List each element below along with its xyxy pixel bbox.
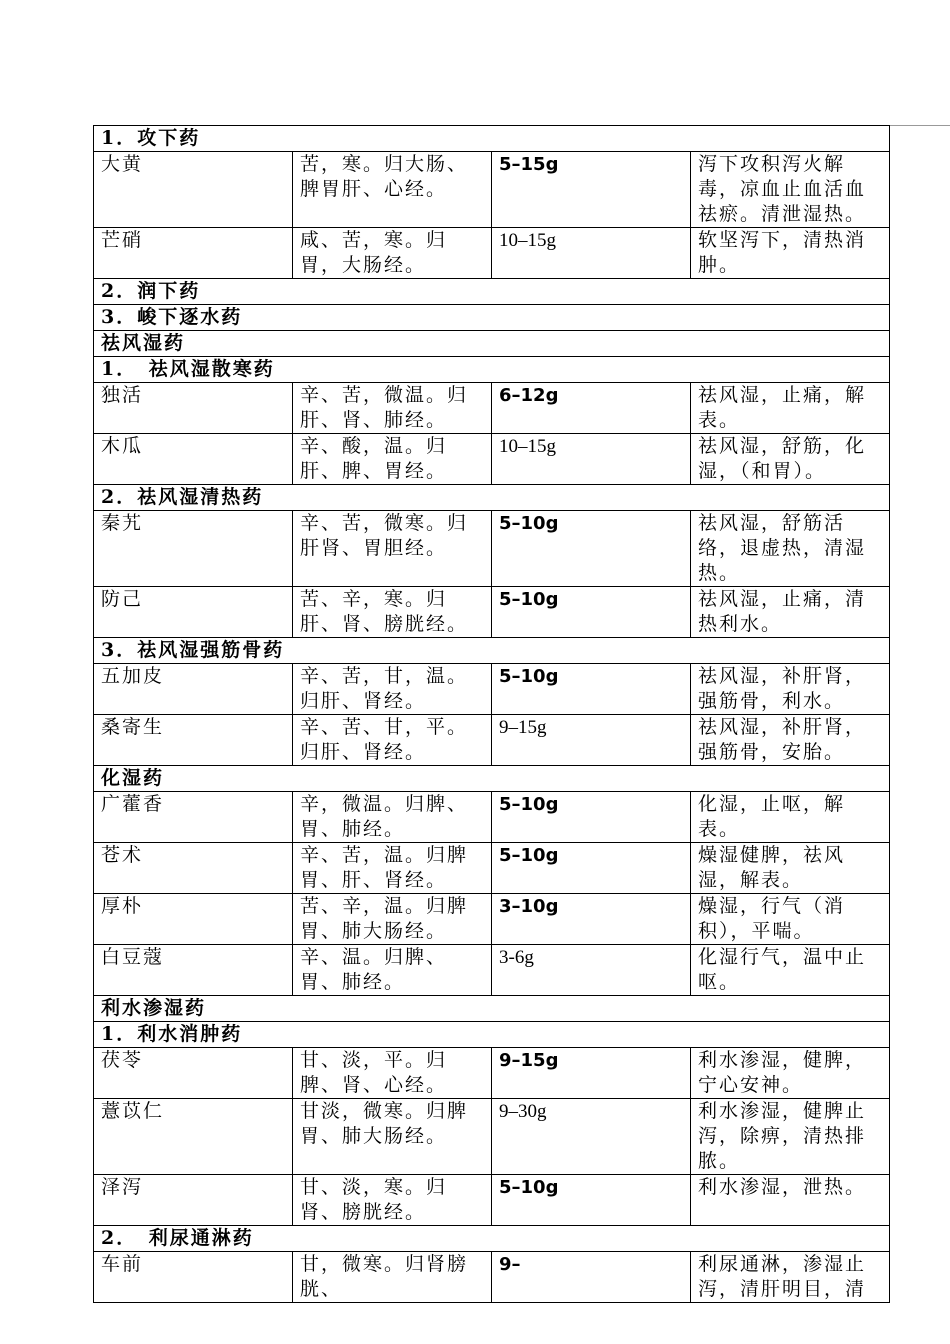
drug-property: 辛、苦，甘，温。归肝、肾经。 — [293, 664, 492, 715]
drug-row — [94, 383, 890, 434]
drug-effect: 利水渗湿，健脾止泻，除痹，清热排脓。 — [691, 1099, 890, 1175]
drug-effect: 泻下攻积泻火解毒，凉血止血活血祛瘀。清泄湿热。 — [691, 152, 890, 228]
section-header: 2．祛风湿清热药 — [94, 485, 890, 511]
drug-name: 白豆蔻 — [94, 945, 293, 996]
section-header: 1． 祛风湿散寒药 — [94, 357, 890, 383]
page-edge-line — [890, 125, 950, 126]
drug-dose: 5–10g — [492, 511, 691, 587]
drug-dose: 9– — [492, 1252, 691, 1303]
drug-row — [94, 894, 890, 945]
drug-row — [94, 843, 890, 894]
section-header-row — [94, 331, 890, 357]
section-header-row — [94, 996, 890, 1022]
drug-name: 五加皮 — [94, 664, 293, 715]
drug-effect: 利水渗湿，健脾，宁心安神。 — [691, 1048, 890, 1099]
drug-dose: 3-6g — [492, 945, 691, 996]
section-header: 3．峻下逐水药 — [94, 305, 890, 331]
drug-property: 苦、辛，寒。归肝、肾、膀胱经。 — [293, 587, 492, 638]
drug-effect: 燥湿健脾，祛风湿，解表。 — [691, 843, 890, 894]
drug-dose: 3–10g — [492, 894, 691, 945]
herb-table-body — [94, 126, 890, 1303]
section-header-row — [94, 766, 890, 792]
section-header: 1．攻下药 — [94, 126, 890, 152]
drug-effect: 化湿，止呕，解表。 — [691, 792, 890, 843]
drug-dose: 5–10g — [492, 1175, 691, 1226]
section-header-row — [94, 1226, 890, 1252]
drug-row — [94, 1048, 890, 1099]
drug-dose: 9–15g — [492, 715, 691, 766]
drug-property: 辛、温。归脾、胃、肺经。 — [293, 945, 492, 996]
drug-effect: 利水渗湿，泄热。 — [691, 1175, 890, 1226]
drug-dose: 5–10g — [492, 587, 691, 638]
drug-property: 苦，寒。归大肠、脾胃肝、心经。 — [293, 152, 492, 228]
section-header: 1．利水消肿药 — [94, 1022, 890, 1048]
drug-property: 辛、苦、甘，平。归肝、肾经。 — [293, 715, 492, 766]
drug-name: 薏苡仁 — [94, 1099, 293, 1175]
drug-row — [94, 511, 890, 587]
drug-effect: 软坚泻下，清热消肿。 — [691, 228, 890, 279]
drug-dose: 5–10g — [492, 843, 691, 894]
drug-dose: 9–15g — [492, 1048, 691, 1099]
drug-effect: 燥湿，行气（消积），平喘。 — [691, 894, 890, 945]
drug-row — [94, 945, 890, 996]
drug-effect: 祛风湿，止痛，清热利水。 — [691, 587, 890, 638]
drug-name: 芒硝 — [94, 228, 293, 279]
drug-property: 甘、淡，寒。归肾、膀胱经。 — [293, 1175, 492, 1226]
drug-property: 辛、酸，温。归肝、脾、胃经。 — [293, 434, 492, 485]
drug-effect: 祛风湿，补肝肾，强筋骨，利水。 — [691, 664, 890, 715]
drug-property: 甘淡，微寒。归脾胃、肺大肠经。 — [293, 1099, 492, 1175]
drug-row — [94, 715, 890, 766]
drug-row — [94, 664, 890, 715]
section-header-row — [94, 305, 890, 331]
section-header-row — [94, 638, 890, 664]
drug-property: 甘、淡，平。归脾、肾、心经。 — [293, 1048, 492, 1099]
drug-effect: 祛风湿，舒筋，化湿，（和胃）。 — [691, 434, 890, 485]
drug-name: 厚朴 — [94, 894, 293, 945]
drug-dose: 6–12g — [492, 383, 691, 434]
drug-name: 大黄 — [94, 152, 293, 228]
drug-dose: 5–10g — [492, 792, 691, 843]
drug-row — [94, 1252, 890, 1303]
section-header-row — [94, 126, 890, 152]
section-header-row — [94, 357, 890, 383]
drug-effect: 利尿通淋，渗湿止泻，清肝明目，清 — [691, 1252, 890, 1303]
drug-effect: 祛风湿，止痛，解表。 — [691, 383, 890, 434]
herb-table — [93, 125, 890, 1303]
drug-name: 苍术 — [94, 843, 293, 894]
drug-property: 辛、苦，微温。归肝、肾、肺经。 — [293, 383, 492, 434]
drug-property: 辛、苦，微寒。归肝肾、胃胆经。 — [293, 511, 492, 587]
drug-name: 木瓜 — [94, 434, 293, 485]
section-header: 化湿药 — [94, 766, 890, 792]
drug-name: 广藿香 — [94, 792, 293, 843]
section-header: 2． 利尿通淋药 — [94, 1226, 890, 1252]
drug-name: 独活 — [94, 383, 293, 434]
drug-row — [94, 152, 890, 228]
section-header: 利水渗湿药 — [94, 996, 890, 1022]
drug-effect: 化湿行气，温中止呕。 — [691, 945, 890, 996]
drug-row — [94, 792, 890, 843]
section-header-row — [94, 279, 890, 305]
drug-property: 苦、辛，温。归脾胃、肺大肠经。 — [293, 894, 492, 945]
drug-name: 车前 — [94, 1252, 293, 1303]
drug-name: 防己 — [94, 587, 293, 638]
drug-name: 桑寄生 — [94, 715, 293, 766]
drug-row — [94, 434, 890, 485]
section-header: 2．润下药 — [94, 279, 890, 305]
drug-row — [94, 587, 890, 638]
drug-row — [94, 1099, 890, 1175]
drug-name: 泽泻 — [94, 1175, 293, 1226]
drug-row — [94, 1175, 890, 1226]
drug-row — [94, 228, 890, 279]
drug-effect: 祛风湿，舒筋活络，退虚热，清湿热。 — [691, 511, 890, 587]
drug-dose: 10–15g — [492, 228, 691, 279]
drug-property: 咸、苦，寒。归胃，大肠经。 — [293, 228, 492, 279]
drug-name: 茯苓 — [94, 1048, 293, 1099]
drug-dose: 5–15g — [492, 152, 691, 228]
drug-dose: 5–10g — [492, 664, 691, 715]
drug-property: 辛、苦，温。归脾胃、肝、肾经。 — [293, 843, 492, 894]
drug-property: 甘，微寒。归肾膀胱、 — [293, 1252, 492, 1303]
drug-dose: 10–15g — [492, 434, 691, 485]
section-header-row — [94, 1022, 890, 1048]
drug-effect: 祛风湿，补肝肾，强筋骨，安胎。 — [691, 715, 890, 766]
section-header: 3．祛风湿强筋骨药 — [94, 638, 890, 664]
drug-name: 秦艽 — [94, 511, 293, 587]
section-header: 祛风湿药 — [94, 331, 890, 357]
drug-dose: 9–30g — [492, 1099, 691, 1175]
section-header-row — [94, 485, 890, 511]
drug-property: 辛，微温。归脾、胃、肺经。 — [293, 792, 492, 843]
